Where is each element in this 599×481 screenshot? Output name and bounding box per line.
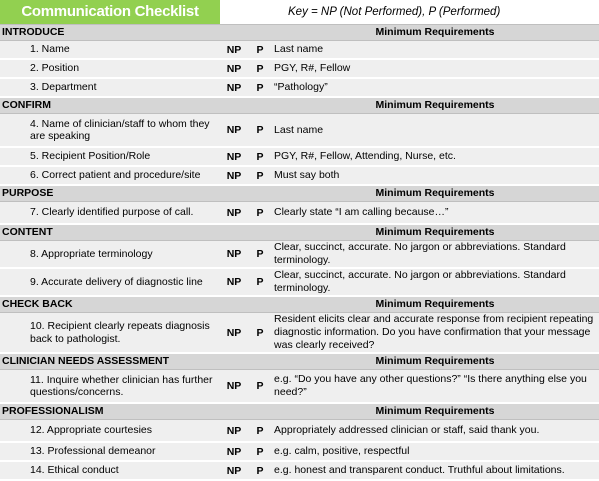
item-label: 4. Name of clinician/staff to whom they are speaking xyxy=(0,114,219,148)
checklist-row xyxy=(0,147,599,166)
section-header-content xyxy=(0,224,599,241)
section-header-check-back xyxy=(0,296,599,313)
np-option[interactable]: NP xyxy=(219,420,249,443)
key-legend: Key = NP (Not Performed), P (Performed) xyxy=(288,6,501,18)
np-option[interactable]: NP xyxy=(219,78,249,97)
requirement-text: PGY, R#, Fellow, Attending, Nurse, etc. xyxy=(271,147,599,166)
checklist-row xyxy=(0,370,599,404)
requirements-header: Minimum Requirements xyxy=(271,97,599,114)
item-label: 7. Clearly identified purpose of call. xyxy=(0,202,219,225)
requirement-text: Resident elicits clear and accurate response from recipient repeating diagnostic information. Do you have confirmation that your message was clearly received? xyxy=(271,313,599,354)
np-option[interactable]: NP xyxy=(219,202,249,225)
checklist-row xyxy=(0,166,599,185)
np-option[interactable]: NP xyxy=(219,442,249,461)
checklist-row xyxy=(0,78,599,97)
section-title: INTRODUCE xyxy=(0,25,271,41)
item-label: 3. Department xyxy=(0,78,219,97)
p-option[interactable]: P xyxy=(249,442,271,461)
section-title: CHECK BACK xyxy=(0,296,271,313)
p-option[interactable]: P xyxy=(249,461,271,480)
requirement-text: e.g. “Do you have any other questions?” “Is there anything else you need?” xyxy=(271,370,599,404)
item-label: 13. Professional demeanor xyxy=(0,442,219,461)
requirement-text: e.g. calm, positive, respectful xyxy=(271,442,599,461)
item-label: 6. Correct patient and procedure/site xyxy=(0,166,219,185)
checklist-row xyxy=(0,420,599,443)
np-option[interactable]: NP xyxy=(219,241,249,269)
np-option[interactable]: NP xyxy=(219,461,249,480)
np-option[interactable]: NP xyxy=(219,114,249,148)
requirements-header: Minimum Requirements xyxy=(271,296,599,313)
p-option[interactable]: P xyxy=(249,370,271,404)
requirement-text: Last name xyxy=(271,114,599,148)
section-title: CONTENT xyxy=(0,224,271,241)
title-bar xyxy=(0,0,599,24)
requirement-text: e.g. honest and transparent conduct. Truthful about limitations. xyxy=(271,461,599,480)
section-header-clinician-needs-assessment xyxy=(0,353,599,370)
requirements-header: Minimum Requirements xyxy=(271,25,599,41)
item-label: 10. Recipient clearly repeats diagnosis back to pathologist. xyxy=(0,313,219,354)
checklist-table xyxy=(0,24,599,481)
np-option[interactable]: NP xyxy=(219,370,249,404)
item-label: 9. Accurate delivery of diagnostic line xyxy=(0,268,219,296)
requirement-text: Appropriately addressed clinician or staff, said thank you. xyxy=(271,420,599,443)
requirements-header: Minimum Requirements xyxy=(271,185,599,202)
page-title: Communication Checklist xyxy=(0,0,220,24)
item-label: 2. Position xyxy=(0,59,219,78)
item-label: 5. Recipient Position/Role xyxy=(0,147,219,166)
requirements-header: Minimum Requirements xyxy=(271,353,599,370)
item-label: 8. Appropriate terminology xyxy=(0,241,219,269)
section-header-introduce xyxy=(0,25,599,41)
requirement-text: Must say both xyxy=(271,166,599,185)
item-label: 1. Name xyxy=(0,41,219,60)
p-option[interactable]: P xyxy=(249,313,271,354)
p-option[interactable]: P xyxy=(249,420,271,443)
section-header-purpose xyxy=(0,185,599,202)
p-option[interactable]: P xyxy=(249,59,271,78)
requirement-text: Clear, succinct, accurate. No jargon or abbreviations. Standard terminology. xyxy=(271,268,599,296)
np-option[interactable]: NP xyxy=(219,59,249,78)
np-option[interactable]: NP xyxy=(219,166,249,185)
requirement-text: PGY, R#, Fellow xyxy=(271,59,599,78)
np-option[interactable]: NP xyxy=(219,268,249,296)
section-title: PROFESSIONALISM xyxy=(0,403,271,420)
checklist-row xyxy=(0,268,599,296)
requirement-text: Clear, succinct, accurate. No jargon or abbreviations. Standard terminology. xyxy=(271,241,599,269)
np-option[interactable]: NP xyxy=(219,313,249,354)
section-title: CONFIRM xyxy=(0,97,271,114)
checklist-row xyxy=(0,442,599,461)
requirement-text: Last name xyxy=(271,41,599,60)
requirement-text: “Pathology” xyxy=(271,78,599,97)
requirement-text: Clearly state “I am calling because…” xyxy=(271,202,599,225)
checklist-row xyxy=(0,461,599,480)
checklist-row xyxy=(0,202,599,225)
p-option[interactable]: P xyxy=(249,241,271,269)
section-title: PURPOSE xyxy=(0,185,271,202)
item-label: 11. Inquire whether clinician has further questions/concerns. xyxy=(0,370,219,404)
np-option[interactable]: NP xyxy=(219,41,249,60)
np-option[interactable]: NP xyxy=(219,147,249,166)
item-label: 12. Appropriate courtesies xyxy=(0,420,219,443)
section-header-confirm xyxy=(0,97,599,114)
p-option[interactable]: P xyxy=(249,114,271,148)
p-option[interactable]: P xyxy=(249,147,271,166)
checklist-row xyxy=(0,41,599,60)
p-option[interactable]: P xyxy=(249,41,271,60)
p-option[interactable]: P xyxy=(249,268,271,296)
requirements-header: Minimum Requirements xyxy=(271,403,599,420)
p-option[interactable]: P xyxy=(249,166,271,185)
checklist-row xyxy=(0,59,599,78)
section-title: CLINICIAN NEEDS ASSESSMENT xyxy=(0,353,271,370)
checklist-row xyxy=(0,114,599,148)
checklist-row xyxy=(0,241,599,269)
section-header-professionalism xyxy=(0,403,599,420)
checklist-row xyxy=(0,313,599,354)
p-option[interactable]: P xyxy=(249,202,271,225)
requirements-header: Minimum Requirements xyxy=(271,224,599,241)
item-label: 14. Ethical conduct xyxy=(0,461,219,480)
p-option[interactable]: P xyxy=(249,78,271,97)
